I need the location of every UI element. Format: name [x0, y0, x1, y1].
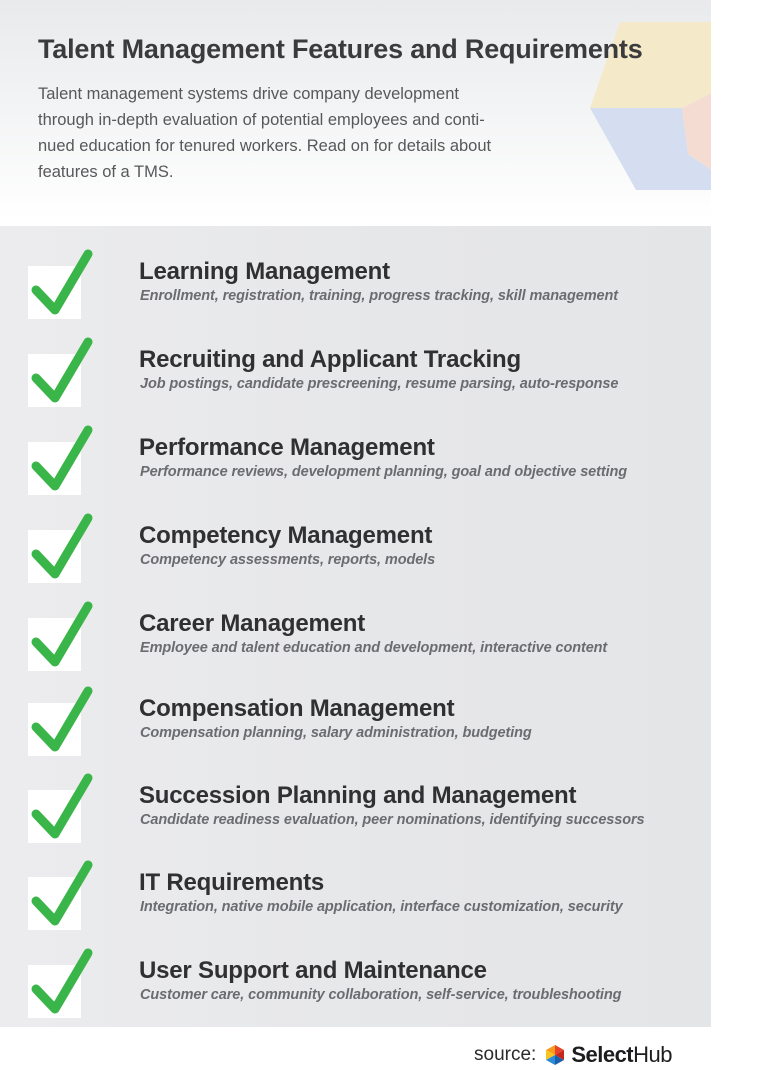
check-icon	[28, 772, 98, 842]
source-label: source:	[474, 1044, 537, 1065]
feature-title: Performance Management	[139, 434, 435, 461]
logo-text-hub: Hub	[633, 1042, 672, 1067]
feature-item-competency-management	[0, 502, 711, 582]
feature-item-learning-management	[0, 238, 711, 318]
check-icon	[28, 600, 98, 670]
feature-description: Compensation planning, salary administration, budgeting	[140, 725, 532, 741]
feature-item-recruiting	[0, 326, 711, 406]
check-icon	[28, 947, 98, 1017]
feature-item-succession-planning	[0, 762, 711, 842]
feature-item-performance-management	[0, 414, 711, 494]
selecthub-logo[interactable]	[571, 1042, 672, 1068]
check-icon	[28, 859, 98, 929]
feature-description: Competency assessments, reports, models	[140, 552, 436, 568]
intro-line: nued education for tenured workers. Read on for details about	[38, 137, 492, 155]
check-icon	[28, 685, 98, 755]
feature-item-career-management	[0, 590, 711, 670]
feature-title: Competency Management	[139, 522, 433, 549]
header	[0, 0, 711, 220]
feature-item-user-support	[0, 937, 711, 1017]
logo-text-select: Select	[571, 1042, 634, 1067]
intro-text	[38, 81, 523, 185]
intro-line: features of a TMS.	[38, 163, 174, 181]
check-icon	[28, 336, 98, 406]
check-icon	[28, 248, 98, 318]
source-footer	[474, 1040, 672, 1070]
intro-line: through in-depth evaluation of potential employees and conti-	[38, 111, 485, 129]
feature-description: Performance reviews, development planning, goal and objective setting	[140, 464, 628, 480]
page-title: Talent Management Features and Requirements	[38, 34, 643, 64]
check-icon	[28, 424, 98, 494]
feature-item-compensation-management	[0, 675, 711, 755]
feature-description: Customer care, community collaboration, self-service, troubleshooting	[140, 987, 622, 1003]
feature-title: Compensation Management	[139, 695, 455, 722]
feature-description: Integration, native mobile application, interface customization, security	[140, 899, 623, 915]
feature-title: Succession Planning and Management	[139, 782, 577, 809]
features-panel	[0, 226, 711, 1027]
check-icon	[28, 512, 98, 582]
feature-title: Recruiting and Applicant Tracking	[139, 346, 521, 373]
feature-description: Job postings, candidate prescreening, resume parsing, auto-response	[140, 376, 619, 392]
feature-title: IT Requirements	[139, 869, 325, 896]
intro-line: Talent management systems drive company development	[38, 85, 459, 103]
feature-item-it-requirements	[0, 849, 711, 929]
feature-description: Candidate readiness evaluation, peer nominations, identifying successors	[140, 812, 645, 828]
feature-title: Learning Management	[139, 258, 390, 285]
selecthub-hexagon-icon[interactable]	[544, 1044, 566, 1066]
feature-description: Enrollment, registration, training, progress tracking, skill management	[140, 288, 618, 304]
feature-title: Career Management	[139, 610, 366, 637]
feature-description: Employee and talent education and development, interactive content	[140, 640, 608, 656]
feature-title: User Support and Maintenance	[139, 957, 487, 984]
